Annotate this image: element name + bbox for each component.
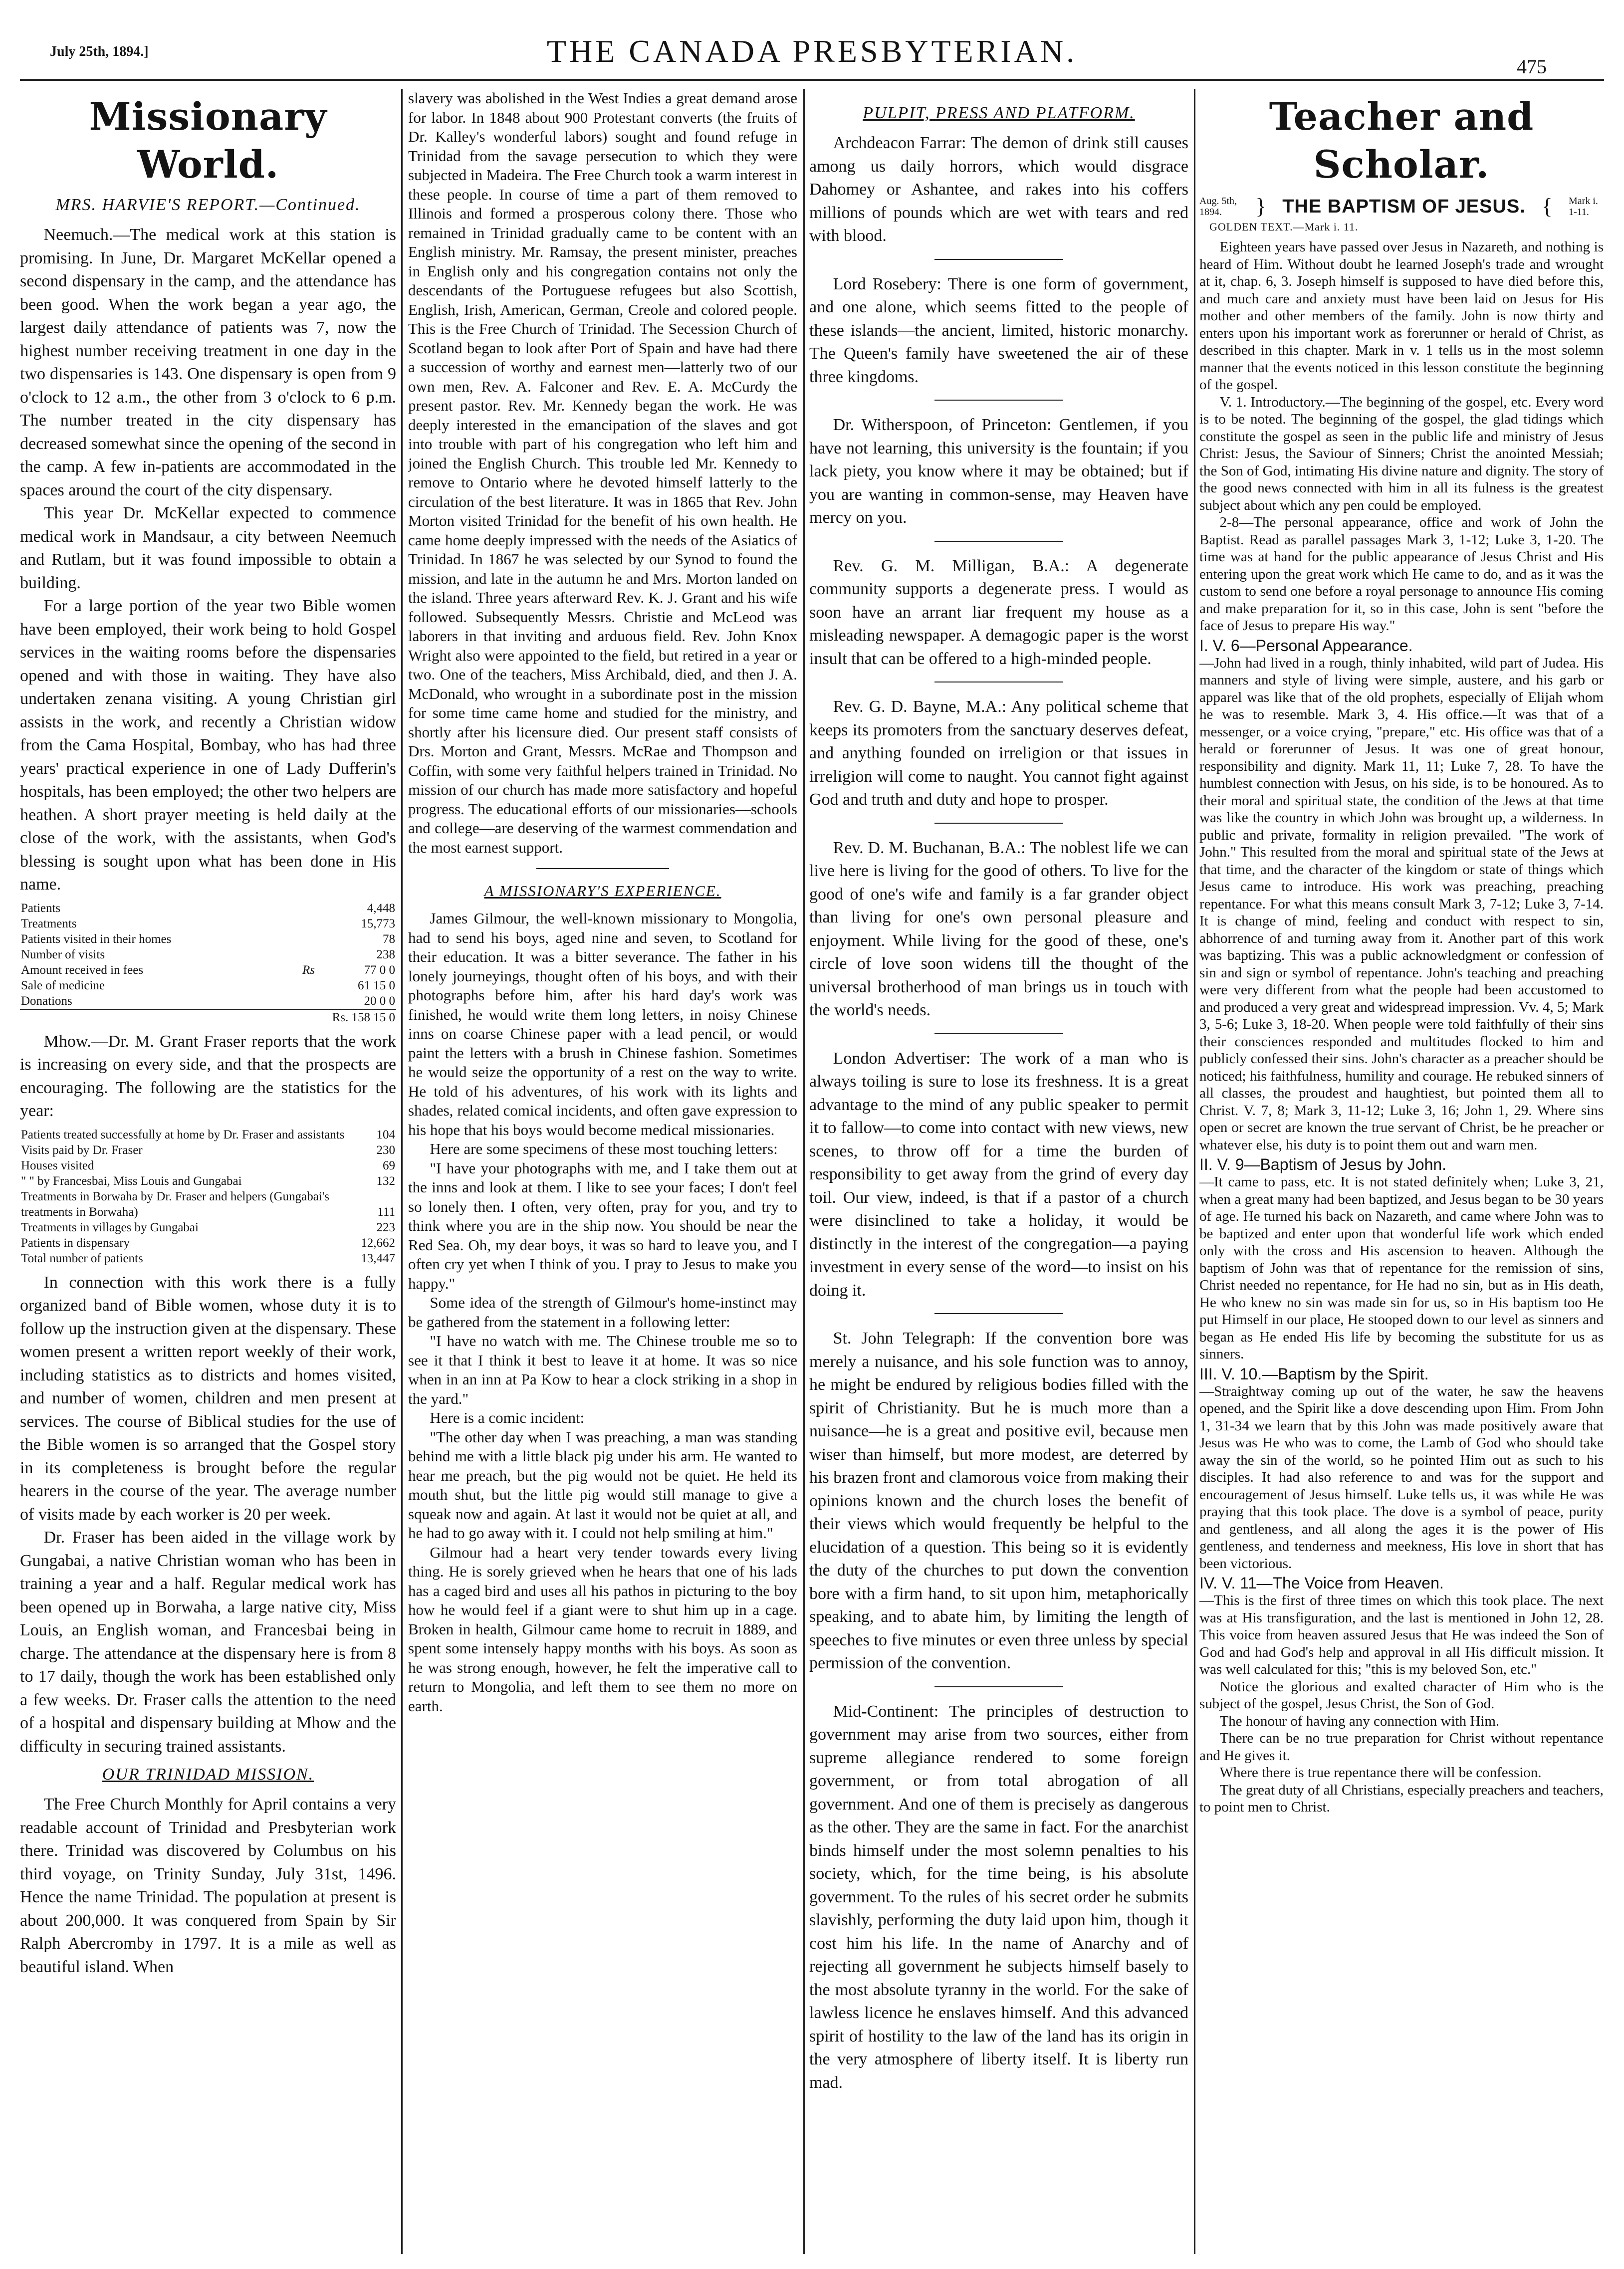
golden-text: GOLDEN TEXT.—Mark i. 11. xyxy=(1209,221,1359,233)
quotation-item: London Advertiser: The work of a man who is always toiling is sure to lose its freshness. It is a great advantage to the mind of any public speaker to permit it to fallow—to come into contact with new views, new scenes, to throw off for a time the burden of responsibility to get away from the grind of every day toil. Our view, indeed, is that if a pastor of a church were disinclined to take a holiday, it would be distinctly in the interest of the congregation—a paying investment in every sense of the word—to insist on his doing it. xyxy=(809,1049,1188,1300)
stat-label: Patients xyxy=(21,901,61,915)
page-number: 475 xyxy=(1517,55,1547,78)
table-row xyxy=(20,962,396,978)
stat-label: Amount received in fees xyxy=(21,963,144,977)
paragraph: Dr. Fraser has been aided in the village work by Gungabai, a native Christian woman who has been in training a year and a half. Regular medical work has been opened up in Borwaha, a large native city, Miss Louis, an English woman, and Francesbai being in charge. The attendance at the dispensary here is from 8 to 17 daily, though the work has been established only a few weeks. Dr. Fraser calls the attention to the need of a hospital and dispensary building at Mhow and the difficulty in securing trained assistants. xyxy=(20,1528,396,1756)
brace-glyph: } xyxy=(1255,194,1266,219)
stat-label: Patients in dispensary xyxy=(21,1236,130,1250)
stat-label: Sale of medicine xyxy=(21,978,105,992)
table-row xyxy=(20,978,396,993)
stat-value: 20 0 0 xyxy=(364,994,395,1008)
table-row xyxy=(20,1127,396,1142)
column-pulpit-press-platform xyxy=(809,89,1188,2254)
quotation-item: Lord Rosebery: There is one form of government, and one alone, which seems fitted to the people of these islands—the ancient, limited, historic monarchy. The Queen's family have sweetened the air of these three kingdoms. xyxy=(809,274,1188,386)
stat-value: 238 xyxy=(376,947,395,961)
column-divider xyxy=(1194,89,1195,2254)
paragraph: For a large portion of the year two Bible women have been employed, their work being to hold Gospel services in the waiting rooms before the dispensaries opened and with those in waiting. They have also undertaken zenana visiting. A young Christian girl assists in the work, and recently a Christian widow from the Cama Hospital, Bombay, who has had three years' practical experience in one of Lady Dufferin's hospitals, has been employed; the other two helpers are heathen. A short prayer meeting is held daily at the close of the work, with the assistants, when God's blessing is sought upon what has been done in His name. xyxy=(20,597,396,894)
table-total-row xyxy=(20,1009,396,1025)
quotation-item: Mid-Continent: The principles of destruction to government may arise from two sources, either from supreme allegiance rendered to some foreign government, or from total abrogation of all government. And one of them is precisely as dangerous as the other. They are the same in fact. For the anarchist binds himself under the most solemn penalties to his society, which, for the time being, is his absolute government. To the rules of his secret order he submits slavishly, performing the duty laid upon him, though it cost him his life. In the name of Anarchy and of rejecting all government he subjects himself basely to the most absolute tyranny in the world. For the sake of lawless licence he enslaves himself. And this advanced spirit of hostility to the law of the land has its origin in the very atmosphere of liberty itself. It is liberty run mad. xyxy=(809,1702,1188,2092)
quotation-item: St. John Telegraph: If the convention bore was merely a nuisance, and his sole function was to annoy, he might be endured by religious bodies filled with the spirit of Christianity. But he is much more than a nuisance—he is a great and positive evil, because men wiser than himself, but more modest, are deterred by his brazen front and clamorous voice from making their opinions known and the church loses the benefit of their views which would frequently be helpful to the elucidation of a question. This being so it is evidently the duty of the churches to put down the convention bore with a firm hand, to sit upon him, metaphorically speaking, and to abate him, by limiting the length of speeches to five minutes or even three unless by special permission of the convention. xyxy=(809,1329,1188,1672)
stat-total: Rs. 158 15 0 xyxy=(249,1009,396,1025)
lesson-date: Aug. 5th, 1894. xyxy=(1199,196,1237,218)
table-row xyxy=(20,901,396,916)
currency-label: Rs xyxy=(302,963,315,977)
paragraph: "I have your photographs with me, and I take them out at the inns and look at them. I like to see your faces; I don't feel so lonely then. I often, very often, pray for you, and try to think where you are in the ship now. You should be near the Red Sea. Oh, my dear boys, it was so hard to leave you, and I often cry yet when I think of you. I pray to Jesus to make you happy." xyxy=(408,1159,797,1292)
stat-label: Total number of patients xyxy=(21,1251,143,1265)
paragraph: In connection with this work there is a fully organized band of Bible women, whose duty it is to follow up the instruction given at the dispensary. These women present a written report weekly of their work, including statistics as to districts and homes visited, and number of women, children and men present at services. The course of Biblical studies for the use of the Bible women is so arranged that the Gospel story in its completeness is brought before the regular hearers in the course of the year. The average number of visits made by each worker is 20 per week. xyxy=(20,1273,396,1524)
article-body xyxy=(408,909,797,1716)
stat-value: 230 xyxy=(376,1143,395,1157)
item-separator xyxy=(934,400,1063,401)
paragraph: —Straightway coming up out of the water, he saw the heavens opened, and the Spirit like a dove descending upon Him. From John 1, 31-34 we learn that by this John was made positively aware that Jesus was He who was to come, the Lamb of God who should take away the sin of the world, so he pointed Him out as such to his disciples. It had also reference to and was for the support and encouragement of Jesus himself. Luke tells us, it was while He was praying that this took place. The dove is a symbol of peace, purity and gentleness, and all along the ages it is the power of His gentleness, and tenderness and meekness, His love in short that has been victorious. xyxy=(1199,1383,1604,1572)
paragraph: 2-8—The personal appearance, office and work of John the Baptist. Read as parallel passages Mark 3, 1-12; Luke 3, 1-20. The time was at hand for the public appearance of Jesus Christ and His entering upon the great work which He came to do, and as it was the custom to send one before a royal personage to announce His coming and make preparation for it, so in this case, John is sent "before the face of Jesus to prepare His way." xyxy=(1199,514,1604,634)
paragraph: —John had lived in a rough, thinly inhabited, wild part of Judea. His manners and style of living were simple, austere, and his garb or apparel was like that of the old prophets, especially of Elijah whom he was to resemble. Mark 3, 4. His office.—It was that of a messenger, or a voice crying, "prepare," etc. His office was that of a herald or forerunner of Jesus. It was one of great honour, responsibility and dignity. Mark 11, 11; Luke 7, 28. To have the humblest connection with Jesus, on his side, is to be honoured. As to their moral and spiritual state, the condition of the Jews at that time was like the country in which John was brought up, a wilderness. In public and private, formality in religion prevailed. "The work of John." This resulted from the moral and spiritual state of the Jews at that time, and the character of the kingdom or state of things which Jesus came to introduce. His work was preaching, preaching repentance. For what this means consult Mark 3, 7-12; Luke 3, 7-14. It is change of mind, feeling and conduct with respect to sin, abhorrence of and turning away from it. Another part of this work was baptizing. This was a public acknowledgment or confession of sin and sign or symbol of repentance. John's teaching and preaching were very different from what the people had been accustomed to and produced a very great and widespread impression. Vv. 4, 5; Mark 3, 5-6; Luke 3, 18-20. When people were told faithfully of their sins their consciences responded and multitudes flocked to him and publicly confessed their sins. John's character as a preacher should be noticed; his faithfulness, humility and courage. He rebuked sinners of all classes, the proudest and haughtiest, but pointed them all to Christ. V. 7, 8; Mark 3, 11-12; Luke 3, 16; John 1, 29. Where sins open or secret are known the true servant of Christ, be he preacher or whatever else, his duty is to point them out and warn men. xyxy=(1199,655,1604,1153)
paragraph: Mhow.—Dr. M. Grant Fraser reports that the work is increasing on every side, and that the prospects are encouraging. The following are the statistics for the year: xyxy=(20,1032,396,1120)
paragraph: The Free Church Monthly for April contains a very readable account of Trinidad and Presbyterian work there. Trinidad was discovered by Columbus on his third voyage, on Trinity Sunday, July 31st, 1496. Hence the name Trinidad. The population at present is about 200,000. It was conquered from Spain by Sir Ralph Abercromby in 1797. It is a mile as well as beautiful island. When xyxy=(20,1795,396,1976)
item-separator xyxy=(934,681,1063,682)
stat-value: 132 xyxy=(376,1174,395,1188)
paragraph: The honour of having any connection with Him. xyxy=(1219,1713,1500,1729)
column-divider xyxy=(401,89,403,2254)
paragraph: James Gilmour, the well-known missionary to Mongolia, had to send his boys, aged nine and seven, to Scotland for their education. It was a bitter severance. The father in his lonely journeyings, thought often of his boys, and with their photographs before him, after his hard day's work was finished, he would write them long letters, in noisy Chinese inns on coarse Chinese paper with a lead pencil, or would paint the letters with a brush in Chinese fashion. Sometimes he would seize the opportunity of a rest on the way to write. He told of his adventures, of his work with its lights and shades, related comical incidents, and often gave expression to his hope that his boys would become medical missionaries. xyxy=(408,909,797,1138)
lesson-reference: Mark i. 1-11. xyxy=(1569,196,1598,218)
quotation-item: Dr. Witherspoon, of Princeton: Gentlemen, if you have not learning, this university is the fountain; if you lack piety, you know where it may be obtained; but if you are wanting in common-sense, may Heaven have mercy on you. xyxy=(809,416,1188,527)
table-row xyxy=(20,1189,396,1220)
paragraph: There can be no true preparation for Christ without repentance and He gives it. xyxy=(1199,1730,1604,1764)
stat-label: Visits paid by Dr. Fraser xyxy=(21,1143,143,1157)
paragraph: Some idea of the strength of Gilmour's home-instinct may be gathered from the statement in a following letter: xyxy=(408,1294,797,1331)
item-separator xyxy=(934,541,1063,542)
stat-label: Treatments in villages by Gungabai xyxy=(21,1220,199,1234)
column-divider xyxy=(803,89,805,2254)
table-row xyxy=(20,1220,396,1235)
article-subhead-harvie-report: MRS. HARVIE'S REPORT.—Continued. xyxy=(55,196,361,214)
article-subhead-trinidad-mission: OUR TRINIDAD MISSION. xyxy=(102,1765,314,1784)
stat-value: 61 15 0 xyxy=(358,978,395,992)
stat-value: 78 xyxy=(383,932,395,946)
stat-label: Treatments in Borwaha by Dr. Fraser and helpers (Gungabai's treatments in Borwaha) xyxy=(21,1189,330,1219)
quotation-item: Rev. D. M. Buchanan, B.A.: The noblest life we can live here is living for the good of others. To live for the good of one's wife and family is a far grander object than living for one's own personal pleasure and enjoyment. While living for the good of these, one's circle of love soon widens till the thought of the universal brotherhood of man brings us in touch with the world's needs. xyxy=(809,838,1188,1019)
item-separator xyxy=(934,823,1063,824)
stat-value: 69 xyxy=(383,1158,395,1172)
table-row xyxy=(20,1173,396,1189)
stat-label: " " by Francesbai, Miss Louis and Gungabai xyxy=(21,1174,242,1188)
paragraph: The great duty of all Christians, especially preachers and teachers, to point men to Christ. xyxy=(1199,1782,1604,1815)
header-rule xyxy=(20,79,1604,81)
article-body xyxy=(20,1271,396,1759)
paragraph: Gilmour had a heart very tender towards every living thing. He is sorely grieved when he hears that one of his lads has a caged bird and uses all his pathos in picturing to the boy how he would feel if a giant were to shut him up in a cage. Broken in health, Gilmour came home to recruit in 1889, and spent some intensely happy months with his boys. As soon as he was strong enough, however, he felt the imperative call to return to Mongolia, and left them to see them no more on earth. xyxy=(408,1543,797,1715)
lesson-heading xyxy=(1199,196,1604,218)
paragraph: Notice the glorious and exalted character of Him who is the subject of the gospel, Jesus Christ, the Son of God. xyxy=(1199,1678,1604,1712)
column-teacher-and-scholar xyxy=(1199,89,1604,2254)
item-separator xyxy=(934,1313,1063,1314)
item-separator xyxy=(934,259,1063,260)
article-body xyxy=(20,1030,396,1123)
stat-value: 4,448 xyxy=(367,901,395,915)
article-separator xyxy=(536,868,669,869)
stat-label: Houses visited xyxy=(21,1158,94,1172)
table-row xyxy=(20,931,396,947)
stat-label: Treatments xyxy=(21,916,77,930)
article-subhead-missionary-experience: A MISSIONARY'S EXPERIENCE. xyxy=(484,882,721,900)
section-title-teacher-scholar: Teacher and Scholar. xyxy=(1269,94,1534,187)
quotation-item: Rev. G. M. Milligan, B.A.: A degenerate community supports a degenerate press. I would as soon have an arrant liar frequent my house as a misleading newspaper. A demagogic paper is the worst insult that can be offered to a high-minded people. xyxy=(809,556,1188,668)
stat-label: Patients visited in their homes xyxy=(21,932,172,946)
paragraph: V. 1. Introductory.—The beginning of the gospel, etc. Every word is to be noted. The beginning of the gospel, the glad tidings which constitute the gospel as seen in the public life and ministry of Jesus Christ: Jesus, the Saviour of Sinners; Christ the anointed Messiah; the Son of God, intimating His divine nature and dignity. The story of the good news connected with him in all its fulness is the greatest subject about which any pen could be employed. xyxy=(1199,394,1604,513)
table-row xyxy=(20,1142,396,1158)
stat-value: 15,773 xyxy=(361,916,395,930)
lesson-title: THE BAPTISM OF JESUS. xyxy=(1282,196,1526,217)
stat-label: Patients treated successfully at home by Dr. Fraser and assistants xyxy=(21,1128,345,1141)
paragraph: —It came to pass, etc. It is not stated definitely when; Luke 3, 21, when a great many had been baptized, and Jesus began to be 30 years of age. He turned his back on Nazareth, and came where John was to be baptized and enter upon that wonderful life work which ended only with the cross and His ascension to heaven. Although the baptism of John was that of repentance for the remission of sins, Christ needed no repentance, for He had no sin, but as in His death, He who knew no sin was made sin for us, so in His baptism too He put Himself in our place, He stooped down to our level as sinners and began as He ended His life by becoming the substitute for us as sinners. xyxy=(1199,1174,1604,1362)
stat-label: Number of visits xyxy=(21,947,105,961)
masthead-title: THE CANADA PRESBYTERIAN. xyxy=(546,33,1078,69)
section-subhead-pulpit-press: PULPIT, PRESS AND PLATFORM. xyxy=(863,104,1135,122)
paragraph: Neemuch.—The medical work at this station is promising. In June, Dr. Margaret McKellar opened a second dispensary in the camp, and the attendance has been good. When the work began a year ago, the largest daily attendance of patients was 7, now the highest number receiving treatment in one day in the two dispensaries is 143. One dispensary is open from 9 o'clock to 12 a.m., the other from 3 o'clock to 6 p.m. The number treated in the city dispensary has decreased somewhat since the opening of the second in the camp. A few in-patients are accommodated in the spaces around the court of the city dispensary. xyxy=(20,226,396,499)
quotation-item: Rev. G. D. Bayne, M.A.: Any political scheme that keeps its promoters from the sanctuary deserves defeat, and anything founded on irreligion or that issues in irreligion will come to naught. You cannot fight against God and truth and duty and hope to prosper. xyxy=(809,697,1188,809)
stat-value: 111 xyxy=(377,1205,395,1219)
paragraph: Here is a comic incident: xyxy=(430,1409,585,1426)
paragraph: Where there is true repentance there will be confession. xyxy=(1219,1765,1542,1781)
item-separator xyxy=(934,1686,1063,1687)
article-body xyxy=(20,224,396,897)
issue-date: July 25th, 1894.] xyxy=(50,44,149,59)
lesson-division-heading: IV. V. 11—The Voice from Heaven. xyxy=(1199,1574,1444,1592)
article-body xyxy=(20,1793,396,1979)
table-row xyxy=(20,916,396,931)
column-missionary-world xyxy=(20,89,396,2254)
paragraph: —This is the first of three times on which this took place. The next was at His transfiguration, and the last is mentioned in John 12, 28. This voice from heaven assured Jesus that He was indeed the Son of God and had God's help and approval in all His difficult mission. It was well calculated for this; "this is my beloved Son, etc." xyxy=(1199,1592,1604,1677)
table-row xyxy=(20,1235,396,1251)
stat-value: 223 xyxy=(376,1220,395,1234)
stat-value: 104 xyxy=(376,1128,395,1141)
stat-label: Donations xyxy=(21,994,72,1008)
table-row xyxy=(20,1251,396,1266)
paragraph: "I have no watch with me. The Chinese trouble me so to see it that I think it best to leave it at home. It was so nice when in an inn at Pa Kow to hear a clock striking in a shop in the yard." xyxy=(408,1332,797,1407)
statistics-table-neemuch xyxy=(20,901,396,1025)
paragraph: Here are some specimens of these most touching letters: xyxy=(430,1140,778,1157)
section-title-missionary-world: Missionary World. xyxy=(89,94,327,187)
lesson-division-heading: III. V. 10.—Baptism by the Spirit. xyxy=(1199,1364,1429,1383)
table-row xyxy=(20,1158,396,1173)
paragraph: Eighteen years have passed over Jesus in Nazareth, and nothing is heard of Him. Without doubt he learned Joseph's trade and wrought at it, chap. 6, 3. Joseph himself is supposed to have died before this, and much care and anxiety must have been laid on Jesus for His mother and other members of the family. John is now thirty and enters upon his important work as forerunner or herald of Christ, as described in this chapter. Mark in v. 1 tells us in the most solemn manner that the events noticed in this lesson constitute the beginning of the gospel. xyxy=(1199,239,1604,393)
brace-glyph: { xyxy=(1542,194,1553,219)
paragraph: "The other day when I was preaching, a man was standing behind me with a little black pig under his arm. He wanted to hear me preach, but the pig would not be quiet. He held its mouth shut, but the little pig would still manage to give a squeak now and again. At last it would not be quiet at all, and he had to go away with it. I could not help smiling at him." xyxy=(408,1428,797,1542)
article-body xyxy=(408,89,797,857)
paragraph: slavery was abolished in the West Indies a great demand arose for labor. In 1848 about 900 Protestant converts (the fruits of Dr. Kalley's wonderful labors) sought and found refuge in Trinidad from the savage persecution to which they were subjected in Madeira. The Free Church took a warm interest in these people. In course of time a part of them removed to Illinois and formed a prosperous colony there. Those who remained in Trinidad gradually came to be content with an English ministry. Mr. Ramsay, the present minister, preaches in English only and his congregation contains not only the descendants of the Portuguese refugees but also Scottish, English, Irish, American, German, Creole and colored people. This is the Free Church of Trinidad. The Secession Church of Scotland began to look after Port of Spain and have had there a succession of worthy and earnest men—latterly two of our own men, Rev. A. Falconer and Rev. E. A. McCurdy the present pastor. Rev. Mr. Kennedy began the work. He was deeply interested in the emancipation of the slaves and got into trouble with part of his congregation who left him and joined the English Church. This trouble led Mr. Kennedy to remove to Ontario where he devoted himself latterly to the circulation of the best literature. It was in 1865 that Rev. John Morton visited Trinidad for the benefit of his own health. He came home deeply impressed with the needs of the Asiatics of Trinidad. In 1867 he was selected by our Synod to found the mission, and late in the autumn he and Mrs. Morton landed on the island. Three years afterward Rev. K. J. Grant and his wife followed. Subsequently Messrs. Christie and McLeod was laborers in that inviting and arduous field. Rev. John Knox Wright also were appointed to the field, but retired in a year or two. One of the teachers, Miss Archibald, died, and then J. A. McDonald, who wrought in a subordinate post in the mission for some time came home and studied for the ministry, and shortly after his licensure died. Our present staff consists of Drs. Morton and Grant, Messrs. McRae and Thompson and Coffin, with some very faithful helpers trained in Trinidad. No mission of our church has made more satisfactory and hopeful progress. The educational efforts of our missionaries—schools and college—are deserving of the warmest commendation and the most earnest support. xyxy=(408,89,797,856)
lesson-division-heading: I. V. 6—Personal Appearance. xyxy=(1199,636,1413,655)
table-row xyxy=(20,947,396,962)
paragraph: This year Dr. McKellar expected to commence medical work in Mandsaur, a city between Neemuch and Rutlam, but it was found impossible to obtain a building. xyxy=(20,504,396,592)
item-separator xyxy=(934,1033,1063,1034)
lesson-division-heading: II. V. 9—Baptism of Jesus by John. xyxy=(1199,1155,1447,1173)
table-row xyxy=(20,993,396,1009)
quotation-item: Archdeacon Farrar: The demon of drink still causes among us daily horrors, which would disgrace Dahomey or Ashantee, and rakes into his coffers millions of pounds which are wet with tears and red with blood. xyxy=(809,134,1188,245)
column-trinidad-continued xyxy=(408,89,797,2254)
statistics-table-mhow xyxy=(20,1127,396,1266)
stat-value: 12,662 xyxy=(361,1236,395,1250)
stat-value: 77 0 0 xyxy=(364,963,395,977)
lesson-body xyxy=(1199,238,1604,635)
stat-value: 13,447 xyxy=(361,1251,395,1265)
